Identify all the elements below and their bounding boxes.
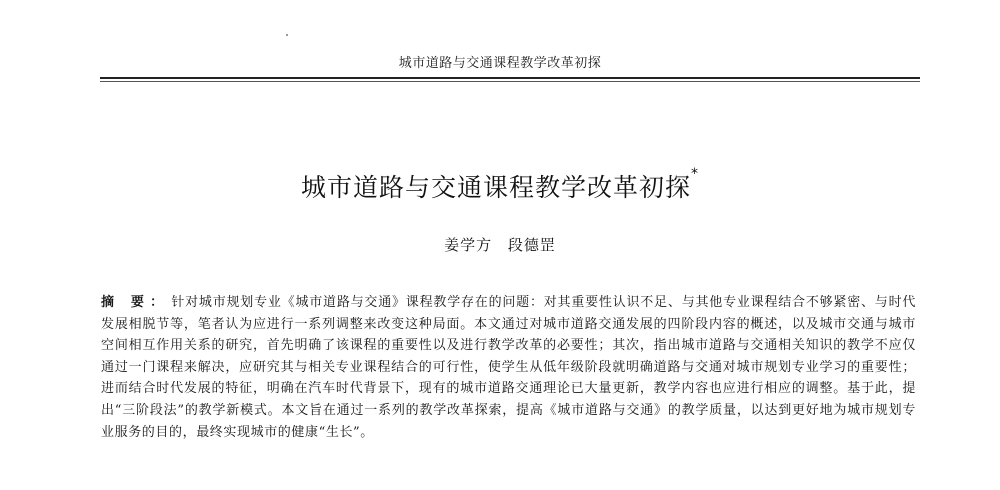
- authors: 姜学方 段德罡: [444, 236, 556, 254]
- paper-title-text: 城市道路与交通课程教学改革初探: [300, 173, 691, 202]
- title-footnote-mark: *: [691, 166, 699, 182]
- paper-title: [0, 168, 1000, 204]
- abstract-text: 针对城市规划专业《城市道路与交通》课程教学存在的问题：对其重要性认识不足、与其他专业课程结合不够紧密、与时代发展相脱节等，笔者认为应进行一系列调整来改变这种局面。本文通过对城市道路交通发展的四阶段内容的概述，以及城市交通与城市空间相互作用关系的研究，首先明确了该课程的重要性以及进行教学改革的必要性；其次，指出城市道路与交通相关知识的教学不应仅通过一门课程来解决，应研究其与相关专业课程结合的可行性，使学生从低年级阶段就明确道路与交通对城市规划专业学习的重要性；进而结合时代发展的特征，明确在汽车时代背景下，现有的城市道路交通理论已大量更新，教学内容也应进行相应的调整。基于此，提出“三阶段法”的教学新模式。本文旨在通过一系列的教学改革探索，提高《城市道路与交通》的教学质量，以达到更好地为城市规划专业服务的目的，最终实现城市的健康“生长”。: [101, 295, 916, 440]
- scan-speck: [286, 34, 288, 36]
- abstract-label: 摘 要：: [101, 295, 170, 310]
- abstract: [101, 292, 916, 443]
- header-rule-thin: [100, 81, 920, 82]
- header-rule: [100, 77, 920, 79]
- running-header: 城市道路与交通课程教学改革初探: [398, 56, 602, 71]
- cutoff-next-line: [101, 486, 251, 490]
